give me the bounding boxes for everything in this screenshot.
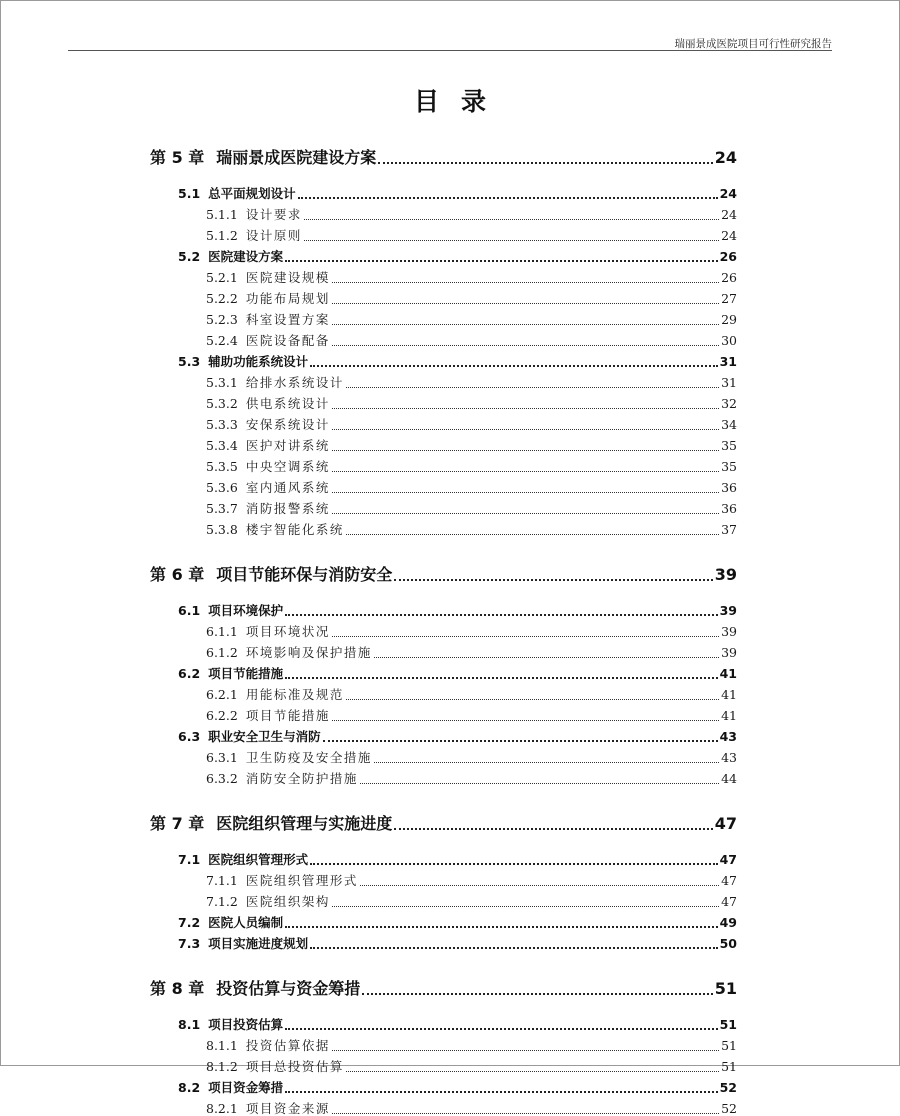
toc-dot-leader — [332, 303, 719, 304]
toc-entry-page-number: 36 — [721, 480, 737, 495]
toc-entry-text: 医院设备配备 — [245, 333, 330, 348]
toc-entry-sub[interactable] — [206, 293, 737, 306]
toc-dot-leader — [346, 699, 719, 700]
toc-entry-label — [206, 482, 330, 495]
toc-entry-number: 6.2 — [178, 666, 201, 681]
toc-entry-number: 5.3.4 — [206, 438, 238, 453]
toc-entry-text: 项目实施进度规划 — [208, 936, 309, 951]
toc-entry-number: 5.1.2 — [206, 228, 238, 243]
toc-entry-label — [178, 356, 308, 369]
toc-entry-label — [206, 314, 330, 327]
toc-entry-page-number: 29 — [721, 312, 737, 327]
toc-entry-text: 项目资金筹措 — [208, 1080, 284, 1095]
toc-entry-text: 投资估算依据 — [245, 1038, 330, 1053]
toc-entry-label — [206, 419, 330, 432]
toc-entry-page-number: 51 — [714, 979, 737, 998]
toc-dot-leader — [394, 828, 712, 830]
toc-entry-label — [178, 251, 283, 264]
toc-dot-leader — [374, 657, 719, 658]
toc-entry-label — [206, 209, 302, 222]
toc-entry-label — [178, 731, 321, 744]
toc-entry-sub[interactable] — [206, 503, 737, 516]
toc-dot-leader — [362, 993, 712, 995]
toc-dot-leader — [310, 947, 717, 949]
toc-dot-leader — [304, 219, 719, 220]
toc-entry-sub[interactable] — [206, 524, 737, 537]
toc-entry-label — [206, 398, 330, 411]
toc-entry-page-number: 47 — [719, 852, 737, 867]
toc-entry-page-number: 44 — [721, 771, 737, 786]
toc-entry-sub[interactable] — [206, 230, 737, 243]
toc-entry-number: 6.3 — [178, 729, 201, 744]
toc-entry-label — [206, 626, 330, 639]
toc-entry-text: 投资估算与资金筹措 — [216, 979, 361, 998]
toc-dot-leader — [360, 783, 719, 784]
toc-entry-text: 职业安全卫生与消防 — [208, 729, 321, 744]
toc-dot-leader — [323, 740, 718, 742]
toc-entry-text: 给排水系统设计 — [245, 375, 344, 390]
toc-entry-page-number: 24 — [719, 186, 737, 201]
toc-entry-text: 项目节能措施 — [245, 708, 330, 723]
toc-dot-leader — [332, 471, 719, 472]
toc-dot-leader — [332, 720, 719, 721]
toc-entry-text: 项目投资估算 — [208, 1017, 284, 1032]
toc-entry-label — [206, 230, 302, 243]
toc-entry-page-number: 37 — [721, 522, 737, 537]
toc-entry-number: 5.3.3 — [206, 417, 238, 432]
toc-entry-page-number: 32 — [721, 396, 737, 411]
toc-dot-leader — [332, 282, 719, 283]
toc-dot-leader — [310, 365, 717, 367]
toc-dot-leader — [346, 534, 719, 535]
toc-entry-label — [178, 1019, 283, 1032]
toc-entry-label — [178, 1082, 283, 1095]
toc-dot-leader — [285, 1091, 717, 1093]
toc-entry-text: 安保系统设计 — [245, 417, 330, 432]
toc-entry-label — [206, 896, 330, 909]
toc-entry-label — [206, 440, 330, 453]
toc-entry-text: 楼宇智能化系统 — [245, 522, 344, 537]
toc-entry-text: 设计要求 — [245, 207, 302, 222]
toc-entry-sub[interactable] — [206, 440, 737, 453]
toc-entry-number: 5.3.5 — [206, 459, 238, 474]
toc-dot-leader — [360, 885, 719, 886]
toc-entry-number: 6.1.1 — [206, 624, 238, 639]
toc-entry-page-number: 39 — [721, 624, 737, 639]
toc-entry-sub[interactable] — [206, 1040, 737, 1053]
toc-entry-label — [150, 567, 392, 583]
toc-dot-leader — [374, 762, 719, 763]
toc-entry-page-number: 41 — [719, 666, 737, 681]
toc-entry-section[interactable] — [178, 605, 737, 618]
toc-entry-page-number: 49 — [719, 915, 737, 930]
toc-entry-label — [206, 335, 330, 348]
toc-entry-label — [206, 1040, 330, 1053]
toc-entry-number: 第 6 章 — [150, 565, 205, 584]
toc-entry-number: 5.2.4 — [206, 333, 238, 348]
toc-entry-sub[interactable] — [206, 710, 737, 723]
toc-entry-number: 6.1 — [178, 603, 201, 618]
toc-entry-number: 7.1.1 — [206, 873, 238, 888]
toc-entry-page-number: 47 — [721, 894, 737, 909]
toc-dot-leader — [332, 636, 719, 637]
toc-entry-sub[interactable] — [206, 1103, 737, 1116]
toc-entry-label — [206, 524, 344, 537]
toc-entry-text: 卫生防疫及安全措施 — [245, 750, 372, 765]
toc-dot-leader — [346, 1071, 719, 1072]
toc-dot-leader — [332, 324, 719, 325]
toc-entry-label — [206, 1103, 330, 1116]
toc-entry-label — [206, 461, 330, 474]
running-header: 瑞丽景成医院项目可行性研究报告 — [674, 38, 832, 50]
toc-entry-sub[interactable] — [206, 398, 737, 411]
toc-entry-page-number: 39 — [721, 645, 737, 660]
toc-entry-page-number: 39 — [714, 565, 737, 584]
toc-entry-label — [206, 710, 330, 723]
toc-dot-leader — [285, 677, 717, 679]
toc-entry-number: 5.3.2 — [206, 396, 238, 411]
toc-entry-page-number: 52 — [719, 1080, 737, 1095]
toc-entry-page-number: 50 — [719, 936, 737, 951]
toc-entry-text: 医院组织管理形式 — [245, 873, 358, 888]
toc-entry-number: 5.3.1 — [206, 375, 238, 390]
toc-entry-label — [206, 503, 330, 516]
toc-entry-sub[interactable] — [206, 377, 737, 390]
toc-entry-page-number: 51 — [721, 1038, 737, 1053]
toc-entry-label — [178, 854, 308, 867]
toc-entry-page-number: 26 — [721, 270, 737, 285]
toc-entry-section[interactable] — [178, 938, 737, 951]
toc-entry-label — [150, 150, 376, 166]
toc-entry-page-number: 36 — [721, 501, 737, 516]
toc-entry-number: 第 7 章 — [150, 814, 205, 833]
toc-entry-section[interactable] — [178, 251, 737, 264]
toc-entry-text: 中央空调系统 — [245, 459, 330, 474]
toc-entry-sub[interactable] — [206, 335, 737, 348]
toc-entry-label — [206, 752, 372, 765]
toc-entry-text: 医院建设规模 — [245, 270, 330, 285]
toc-entry-number: 6.2.2 — [206, 708, 238, 723]
toc-entry-text: 瑞丽景成医院建设方案 — [216, 148, 377, 167]
toc-entry-text: 用能标准及规范 — [245, 687, 344, 702]
toc-entry-text: 医院人员编制 — [208, 915, 284, 930]
toc-entry-text: 总平面规划设计 — [208, 186, 296, 201]
toc-entry-text: 消防安全防护措施 — [245, 771, 358, 786]
toc-entry-sub[interactable] — [206, 314, 737, 327]
toc-dot-leader — [285, 260, 717, 262]
toc-entry-number: 8.1 — [178, 1017, 201, 1032]
toc-entry-text: 项目资金来源 — [245, 1101, 330, 1116]
toc-entry-text: 科室设置方案 — [245, 312, 330, 327]
toc-entry-number: 5.2.2 — [206, 291, 238, 306]
toc-entry-page-number: 51 — [721, 1059, 737, 1074]
toc-entry-number: 7.1 — [178, 852, 201, 867]
toc-entry-number: 8.2.1 — [206, 1101, 238, 1116]
toc-entry-page-number: 51 — [719, 1017, 737, 1032]
toc-entry-label — [150, 981, 360, 997]
toc-entry-text: 医院建设方案 — [208, 249, 284, 264]
toc-dot-leader — [332, 492, 719, 493]
toc-entry-label — [178, 605, 283, 618]
toc-entry-page-number: 31 — [721, 375, 737, 390]
toc-entry-page-number: 24 — [714, 148, 737, 167]
toc-entry-sub[interactable] — [206, 689, 737, 702]
toc-entry-sub[interactable] — [206, 461, 737, 474]
toc-entry-text: 医院组织管理形式 — [208, 852, 309, 867]
toc-entry-text: 设计原则 — [245, 228, 302, 243]
toc-entry-text: 医院组织管理与实施进度 — [216, 814, 393, 833]
toc-entry-number: 8.2 — [178, 1080, 201, 1095]
toc-entry-page-number: 35 — [721, 438, 737, 453]
toc-entry-number: 5.2.1 — [206, 270, 238, 285]
toc-entry-page-number: 30 — [721, 333, 737, 348]
toc-entry-page-number: 24 — [721, 207, 737, 222]
toc-entry-sub[interactable] — [206, 626, 737, 639]
toc-title: 目录 — [413, 87, 508, 116]
toc-entry-chapter[interactable] — [150, 567, 737, 583]
toc-entry-label — [206, 689, 344, 702]
toc-dot-leader — [332, 345, 719, 346]
toc-entry-number: 7.1.2 — [206, 894, 238, 909]
toc-entry-number: 5.3.8 — [206, 522, 238, 537]
toc-entry-text: 辅助功能系统设计 — [208, 354, 309, 369]
toc-entry-sub[interactable] — [206, 482, 737, 495]
toc-entry-label — [206, 1061, 344, 1074]
toc-entry-label — [206, 875, 358, 888]
toc-entry-section[interactable] — [178, 1082, 737, 1095]
toc-entry-page-number: 34 — [721, 417, 737, 432]
toc-entry-sub[interactable] — [206, 272, 737, 285]
toc-entry-label — [178, 917, 283, 930]
toc-dot-leader — [332, 450, 719, 451]
toc-entry-label — [178, 668, 283, 681]
toc-entry-page-number: 31 — [719, 354, 737, 369]
toc-entry-sub[interactable] — [206, 773, 737, 786]
toc-entry-chapter[interactable] — [150, 816, 737, 832]
toc-entry-text: 项目节能环保与消防安全 — [216, 565, 393, 584]
toc-entry-number: 第 8 章 — [150, 979, 205, 998]
toc-entry-sub[interactable] — [206, 419, 737, 432]
toc-entry-number: 7.2 — [178, 915, 201, 930]
toc-entry-section[interactable] — [178, 854, 737, 867]
toc-entry-text: 供电系统设计 — [245, 396, 330, 411]
toc-entry-sub[interactable] — [206, 752, 737, 765]
toc-entry-label — [206, 773, 358, 786]
toc-entry-number: 7.3 — [178, 936, 201, 951]
toc-entry-number: 第 5 章 — [150, 148, 205, 167]
toc-entry-text: 消防报警系统 — [245, 501, 330, 516]
toc-entry-sub[interactable] — [206, 896, 737, 909]
toc-dot-leader — [394, 579, 712, 581]
toc-entry-section[interactable] — [178, 668, 737, 681]
toc-entry-sub[interactable] — [206, 647, 737, 660]
toc-entry-page-number: 52 — [721, 1101, 737, 1116]
toc-entry-section[interactable] — [178, 917, 737, 930]
toc-dot-leader — [298, 197, 718, 199]
toc-entry-text: 项目节能措施 — [208, 666, 284, 681]
toc-dot-leader — [304, 240, 719, 241]
toc-entry-page-number: 43 — [721, 750, 737, 765]
toc-entry-sub[interactable] — [206, 875, 737, 888]
toc-entry-number: 5.3 — [178, 354, 201, 369]
toc-entry-number: 8.1.1 — [206, 1038, 238, 1053]
toc-entry-text: 功能布局规划 — [245, 291, 330, 306]
toc-entry-label — [206, 377, 344, 390]
toc-entry-label — [178, 188, 296, 201]
toc-entry-page-number: 47 — [721, 873, 737, 888]
toc-entry-section[interactable] — [178, 731, 737, 744]
toc-dot-leader — [332, 513, 719, 514]
toc-entry-section[interactable] — [178, 188, 737, 201]
toc-entry-sub[interactable] — [206, 1061, 737, 1074]
toc-entry-number: 6.3.2 — [206, 771, 238, 786]
toc-entry-text: 项目环境状况 — [245, 624, 330, 639]
toc-entry-number: 5.1.1 — [206, 207, 238, 222]
toc-entry-sub[interactable] — [206, 209, 737, 222]
toc-entry-number: 6.3.1 — [206, 750, 238, 765]
toc-entry-number: 6.1.2 — [206, 645, 238, 660]
toc-dot-leader — [378, 162, 712, 164]
toc-entry-label — [206, 293, 330, 306]
toc-entry-page-number: 35 — [721, 459, 737, 474]
toc-entry-label — [206, 272, 330, 285]
toc-entry-text: 项目环境保护 — [208, 603, 284, 618]
toc-entry-page-number: 24 — [721, 228, 737, 243]
toc-entry-number: 8.1.2 — [206, 1059, 238, 1074]
toc-dot-leader — [346, 387, 719, 388]
toc-entry-number: 5.3.6 — [206, 480, 238, 495]
toc-entry-text: 医护对讲系统 — [245, 438, 330, 453]
toc-entry-page-number: 43 — [719, 729, 737, 744]
toc-dot-leader — [285, 1028, 717, 1030]
toc-entry-label — [206, 647, 372, 660]
toc-entry-label — [178, 938, 308, 951]
toc-dot-leader — [332, 1113, 719, 1114]
toc-entry-text: 环境影响及保护措施 — [245, 645, 372, 660]
toc-entry-page-number: 39 — [719, 603, 737, 618]
toc-entry-page-number: 47 — [714, 814, 737, 833]
toc-entry-number: 5.2.3 — [206, 312, 238, 327]
toc-entry-section[interactable] — [178, 1019, 737, 1032]
toc-entry-page-number: 41 — [721, 687, 737, 702]
toc-dot-leader — [285, 926, 717, 928]
toc-entry-page-number: 27 — [721, 291, 737, 306]
toc-entry-number: 5.1 — [178, 186, 201, 201]
toc-entry-text: 项目总投资估算 — [245, 1059, 344, 1074]
toc-dot-leader — [332, 408, 719, 409]
toc-dot-leader — [332, 906, 719, 907]
toc-dot-leader — [285, 614, 717, 616]
toc-entry-number: 5.3.7 — [206, 501, 238, 516]
toc-entry-label — [150, 816, 392, 832]
toc-dot-leader — [332, 429, 719, 430]
toc-dot-leader — [332, 1050, 719, 1051]
toc-entry-chapter[interactable] — [150, 150, 737, 166]
toc-entry-number: 6.2.1 — [206, 687, 238, 702]
toc-entry-chapter[interactable] — [150, 981, 737, 997]
toc-entry-text: 室内通风系统 — [245, 480, 330, 495]
toc-entry-number: 5.2 — [178, 249, 201, 264]
toc-entry-section[interactable] — [178, 356, 737, 369]
toc-entry-page-number: 26 — [719, 249, 737, 264]
toc-entry-page-number: 41 — [721, 708, 737, 723]
toc-dot-leader — [310, 863, 717, 865]
toc-entry-text: 医院组织架构 — [245, 894, 330, 909]
